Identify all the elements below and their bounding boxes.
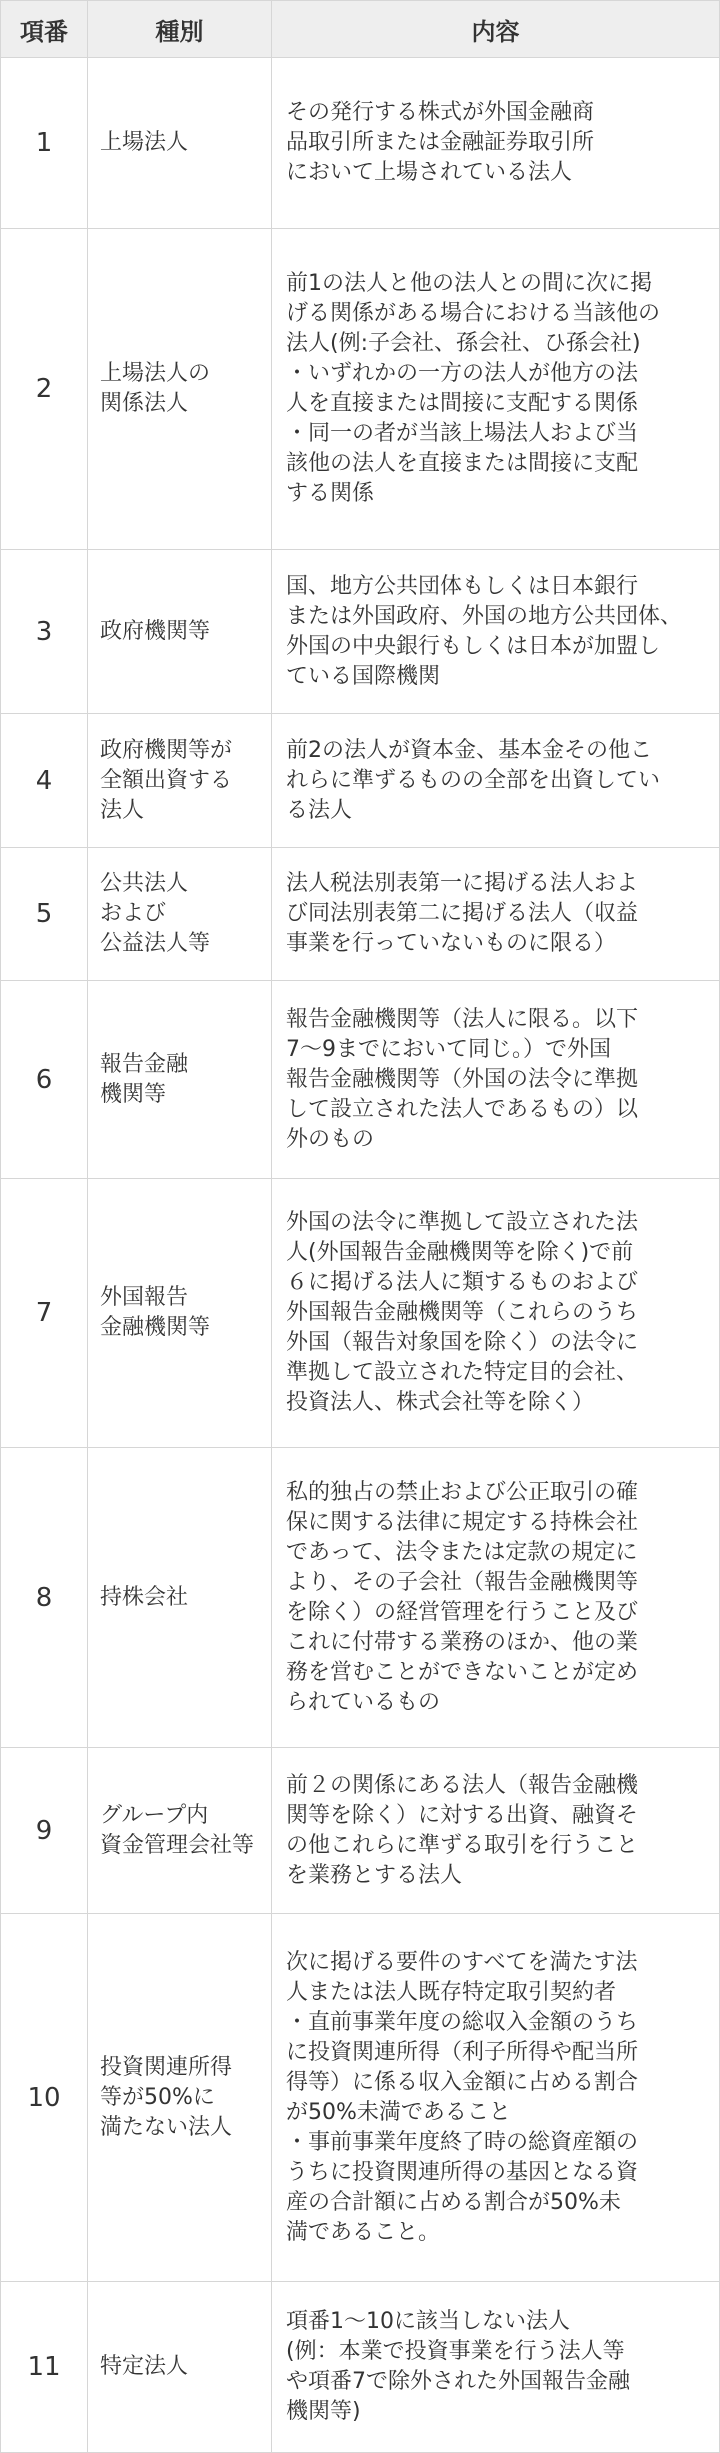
content-line: る法人 <box>286 797 353 823</box>
table-row <box>1 1179 720 1448</box>
type-cell <box>88 1748 272 1914</box>
content-line: が50%未満であること <box>286 2099 511 2125</box>
content-line: 前1の法人と他の法人との間に次に掲 <box>286 271 652 296</box>
table-row <box>1 1914 720 2282</box>
content-line: 次に掲げる要件のすべてを満たす法 <box>286 1949 638 1975</box>
type-cell <box>88 714 272 848</box>
item-number-cell: 2 <box>1 229 88 550</box>
type-line: 報告金融 <box>100 1051 189 1077</box>
content-line: げる関係がある場合における当該他の <box>286 301 661 326</box>
content-line: 該他の法人を直接または間接に支配 <box>286 451 639 476</box>
type-line: 関係法人 <box>100 391 189 416</box>
table-row <box>1 1448 720 1748</box>
type-cell <box>88 1914 272 2282</box>
content-line: 産の合計額に占める割合が50%未 <box>286 2189 621 2215</box>
content-cell <box>272 714 720 848</box>
content-line: 外国報告金融機関等（これらのうち <box>286 1300 639 1325</box>
type-cell <box>88 848 272 981</box>
type-line: 資金管理会社等 <box>100 1832 255 1858</box>
content-line: または外国政府、外国の地方公共団体、 <box>286 603 683 629</box>
header-content: 内容 <box>272 1 720 58</box>
content-line: の他これらに準ずる取引を行うこと <box>286 1832 639 1858</box>
item-number-cell: 6 <box>1 981 88 1179</box>
content-line: 私的独占の禁止および公正取引の確 <box>286 1479 639 1505</box>
content-line: 機関等) <box>286 2399 361 2424</box>
type-line: 投資関連所得 <box>100 2054 233 2080</box>
content-line: 投資法人、株式会社等を除く） <box>286 1390 595 1415</box>
type-line: 上場法人の <box>100 361 211 386</box>
content-line: れらに準ずるものの全部を出資してい <box>286 767 661 793</box>
table-row <box>1 1748 720 1914</box>
content-line: 法人税法別表第一に掲げる法人およ <box>286 871 639 896</box>
content-line: られているもの <box>286 1689 441 1715</box>
type-line: 上場法人 <box>100 130 189 155</box>
type-line: 公共法人 <box>100 871 189 896</box>
content-line: ・直前事業年度の総収入金額のうち <box>286 2009 639 2035</box>
content-line: や項番7で除外された外国報告金融 <box>286 2369 630 2394</box>
content-cell <box>272 550 720 714</box>
content-line: であって、法令または定款の規定に <box>286 1539 638 1565</box>
table-row <box>1 981 720 1179</box>
item-number-cell: 7 <box>1 1179 88 1448</box>
item-number-cell: 1 <box>1 58 88 229</box>
header-item-number: 項番 <box>1 1 88 58</box>
type-cell <box>88 229 272 550</box>
content-line: 外国（報告対象国を除く）の法令に <box>286 1330 639 1355</box>
content-cell <box>272 229 720 550</box>
table-row <box>1 229 720 550</box>
type-line: 特定法人 <box>100 2354 189 2379</box>
content-line: ・事前事業年度終了時の総資産額の <box>286 2129 639 2155</box>
content-line: を除く）の経営管理を行うこと及び <box>286 1599 639 1625</box>
content-line: 人を直接または間接に支配する関係 <box>286 391 639 416</box>
type-cell <box>88 1179 272 1448</box>
content-line: (例：本業で投資事業を行う法人等 <box>286 2339 625 2364</box>
item-number-cell: 11 <box>1 2282 88 2453</box>
item-number-cell: 10 <box>1 1914 88 2282</box>
content-line: 前2の法人が資本金、基本金その他こ <box>286 737 652 763</box>
item-number-cell: 5 <box>1 848 88 981</box>
type-cell <box>88 58 272 229</box>
content-line: 満であること。 <box>286 2219 441 2245</box>
content-line: これに付帯する業務のほか、他の業 <box>286 1629 639 1655</box>
content-line: 準拠して設立された特定目的会社、 <box>286 1360 639 1385</box>
type-line: 持株会社 <box>100 1584 189 1610</box>
content-line: 人(外国報告金融機関等を除く)で前 <box>286 1240 634 1265</box>
content-line: して設立された法人であるもの）以 <box>286 1096 639 1122</box>
table-row <box>1 58 720 229</box>
content-line: 報告金融機関等（法人に限る。以下 <box>286 1006 639 1032</box>
content-line: 項番1〜10に該当しない法人 <box>286 2309 570 2334</box>
content-cell <box>272 1448 720 1748</box>
content-line: 務を営むことができないことが定め <box>286 1659 639 1685</box>
type-line: 外国報告 <box>100 1285 189 1310</box>
item-number-cell: 8 <box>1 1448 88 1748</box>
content-line: より、その子会社（報告金融機関等 <box>286 1569 639 1595</box>
type-line: および <box>100 901 167 926</box>
content-line: ている国際機関 <box>286 663 441 689</box>
content-cell <box>272 2282 720 2453</box>
type-cell <box>88 2282 272 2453</box>
content-line: その発行する株式が外国金融商 <box>286 100 595 125</box>
type-line: 法人 <box>100 797 145 823</box>
content-line: 品取引所または金融証券取引所 <box>286 130 595 155</box>
content-line: 人または法人既存特定取引契約者 <box>286 1979 617 2005</box>
table-row <box>1 550 720 714</box>
type-line: 全額出資する <box>100 767 233 793</box>
type-line: グループ内 <box>100 1802 209 1828</box>
content-line: び同法別表第二に掲げる法人（収益 <box>286 901 639 926</box>
content-line: 法人(例:子会社、孫会社、ひ孫会社) <box>286 331 641 356</box>
item-number-cell: 4 <box>1 714 88 848</box>
content-line: する関係 <box>286 481 375 506</box>
content-line: 7〜9までにおいて同じ。）で外国 <box>286 1036 611 1062</box>
type-cell <box>88 550 272 714</box>
content-line: において上場されている法人 <box>286 160 573 185</box>
content-cell <box>272 981 720 1179</box>
type-line: 満たない法人 <box>100 2114 233 2140</box>
type-line: 政府機関等が <box>100 737 233 763</box>
item-number-cell: 3 <box>1 550 88 714</box>
content-line: 報告金融機関等（外国の法令に準拠 <box>286 1066 639 1092</box>
content-line: 保に関する法律に規定する持株会社 <box>286 1509 639 1535</box>
type-line: 機関等 <box>100 1081 167 1107</box>
type-cell <box>88 1448 272 1748</box>
content-cell <box>272 1748 720 1914</box>
content-line: 外のもの <box>286 1126 375 1152</box>
content-line: 得等）に係る収入金額に占める割合 <box>286 2069 639 2095</box>
header-type: 種別 <box>88 1 272 58</box>
content-line: ・同一の者が当該上場法人および当 <box>286 421 639 446</box>
content-cell <box>272 58 720 229</box>
content-line: うちに投資関連所得の基因となる資 <box>286 2159 639 2185</box>
table-row <box>1 714 720 848</box>
table-row <box>1 2282 720 2453</box>
content-line: 外国の法令に準拠して設立された法 <box>286 1210 639 1235</box>
type-cell <box>88 981 272 1179</box>
content-line: ・いずれかの一方の法人が他方の法 <box>286 361 639 386</box>
type-line: 公益法人等 <box>100 931 211 956</box>
type-line: 等が50%に <box>100 2084 215 2110</box>
type-line: 金融機関等 <box>100 1315 211 1340</box>
content-line: を業務とする法人 <box>286 1862 463 1888</box>
content-cell <box>272 1179 720 1448</box>
table-row <box>1 848 720 981</box>
content-cell <box>272 848 720 981</box>
content-line: 国、地方公共団体もしくは日本銀行 <box>286 573 639 599</box>
content-cell <box>272 1914 720 2282</box>
content-line: 前２の関係にある法人（報告金融機 <box>286 1772 639 1798</box>
header-row <box>1 1 720 58</box>
content-line: 関等を除く）に対する出資、融資そ <box>286 1802 639 1828</box>
content-line: 外国の中央銀行もしくは日本が加盟し <box>286 633 661 659</box>
content-line: ６に掲げる法人に類するものおよび <box>286 1270 639 1295</box>
content-line: 事業を行っていないものに限る） <box>286 931 617 956</box>
item-number-cell: 9 <box>1 1748 88 1914</box>
content-line: に投資関連所得（利子所得や配当所 <box>286 2039 639 2065</box>
type-line: 政府機関等 <box>100 618 211 644</box>
